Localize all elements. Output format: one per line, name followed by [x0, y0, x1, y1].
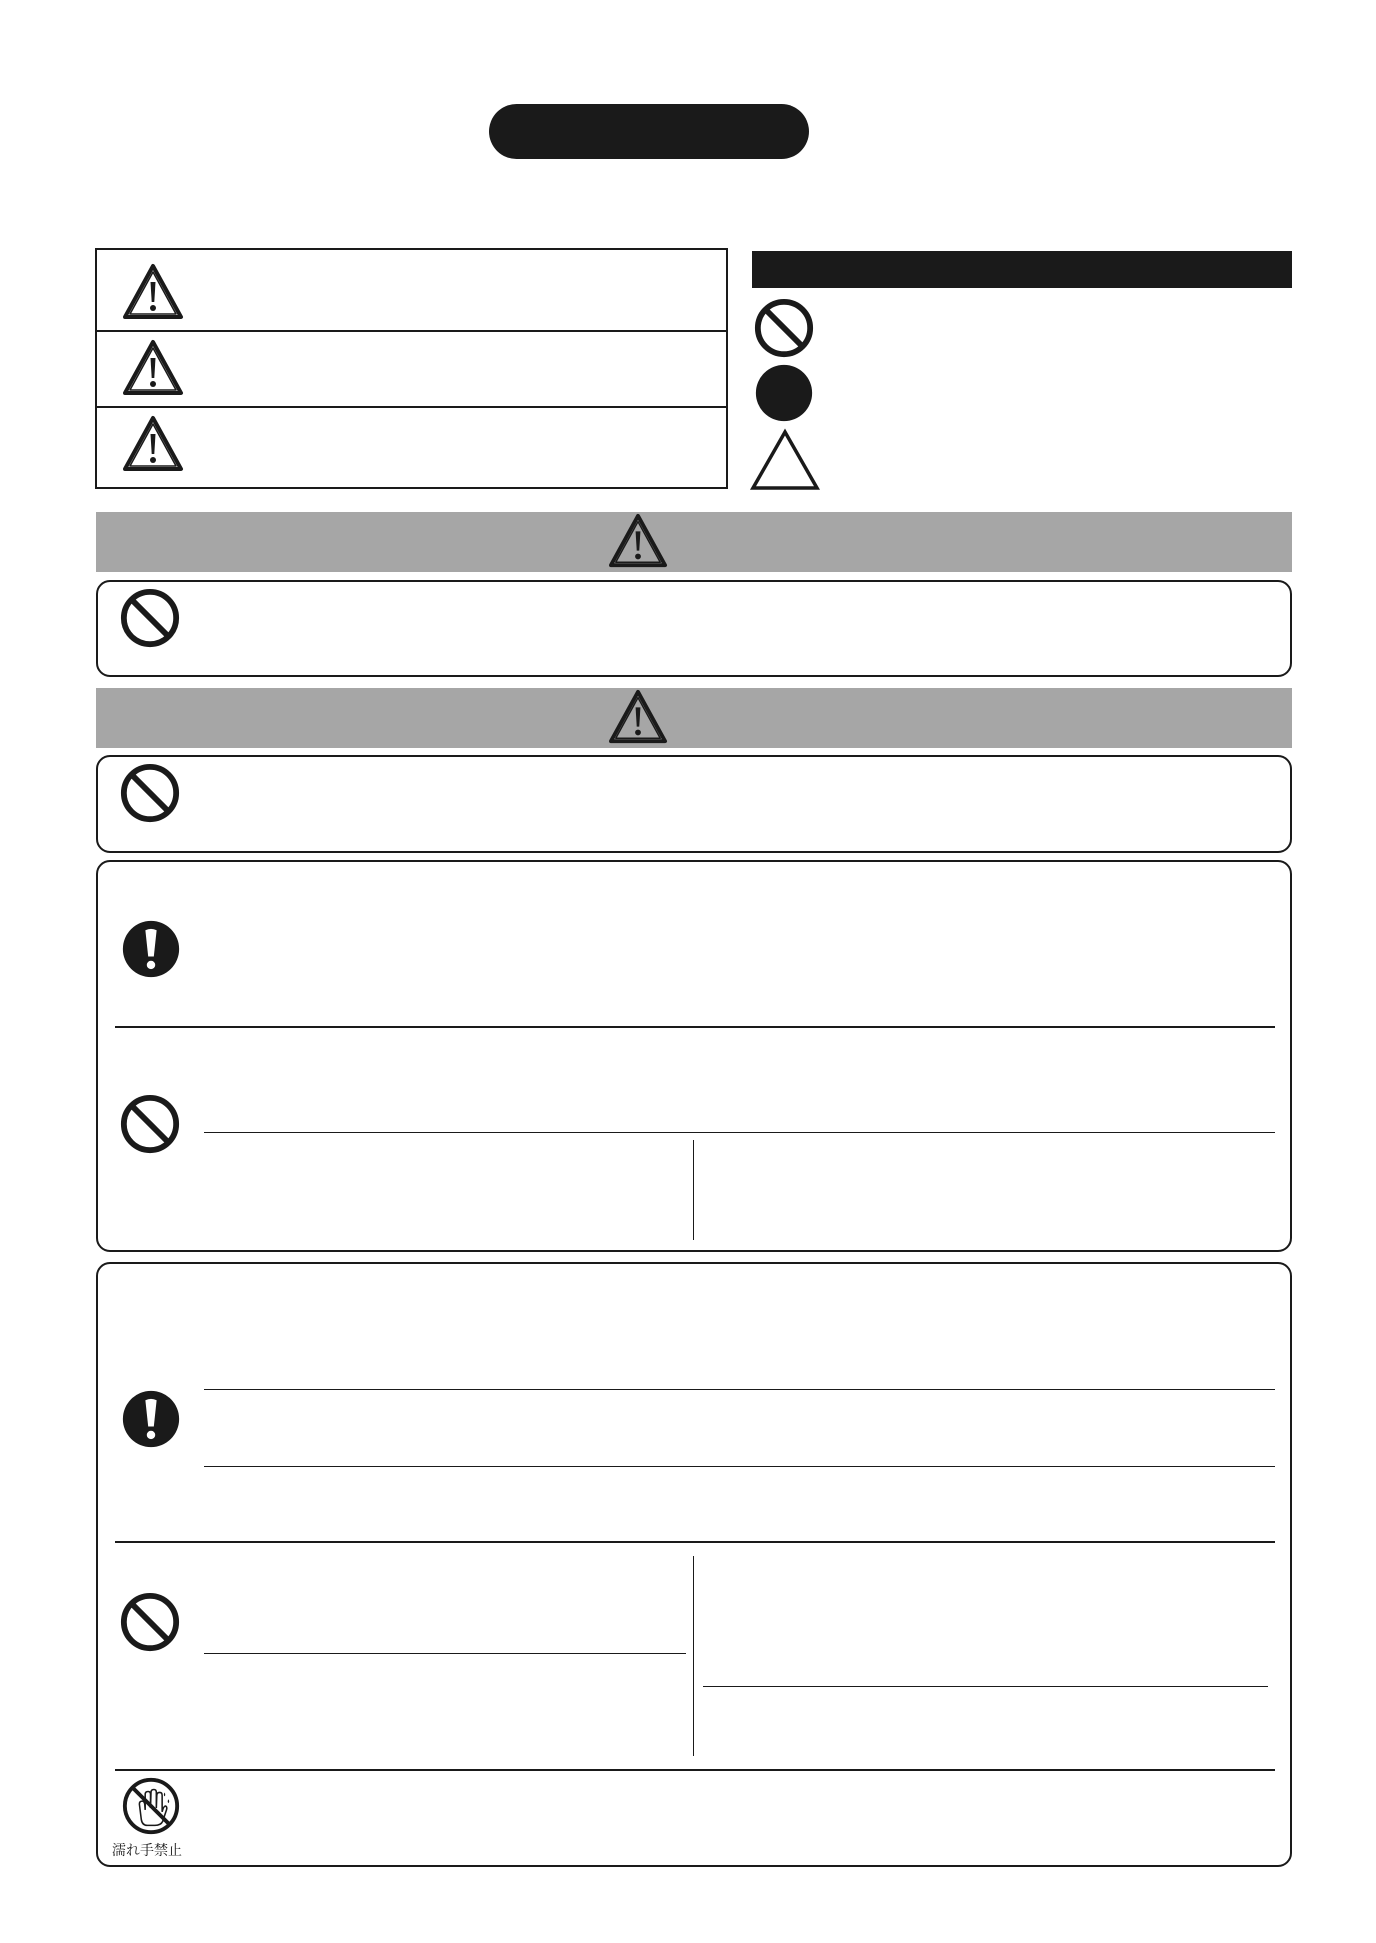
warning-triangle-icon: [120, 414, 186, 474]
box-b-left-rule: [204, 1653, 686, 1654]
section-1-row-icon: [119, 587, 181, 649]
title-pill: [489, 104, 809, 159]
warning-triangle-icon: [120, 338, 186, 398]
box-a-column-divider: [693, 1140, 694, 1240]
legend-divider: [95, 330, 728, 332]
prohibition-icon: [119, 587, 181, 649]
prohibition-icon: [753, 297, 815, 359]
box-a-subdivider: [204, 1132, 1275, 1133]
box-b-right-rule: [703, 1686, 1268, 1687]
exclamation-circle-icon: [121, 919, 181, 979]
section-1-band: [96, 512, 1292, 572]
warning-triangle-icon: [120, 262, 186, 322]
box-b-column-divider: [693, 1556, 694, 1756]
warning-triangle-icon: [606, 512, 670, 570]
wet-hands-caption: 濡れ手禁止: [112, 1843, 182, 1859]
instruction-box-a: [96, 860, 1292, 1252]
warning-triangle-icon: [606, 688, 670, 746]
symbol-legend-bar: [752, 251, 1292, 288]
legend-row-1: [120, 262, 186, 322]
exclamation-circle-icon: [121, 1389, 181, 1449]
section-2-row-icon: [119, 762, 181, 824]
box-b-mandatory: [121, 1389, 181, 1449]
box-a-prohibition: [119, 1093, 181, 1155]
instruction-box-b: [96, 1262, 1292, 1867]
box-b-rule-1: [204, 1389, 1275, 1390]
symbol-legend-item-1: [753, 297, 815, 359]
section-2-band: [96, 688, 1292, 748]
box-b-wet-hands: [120, 1775, 182, 1837]
legend-row-3: [120, 414, 186, 474]
legend-divider: [95, 406, 728, 408]
symbol-legend-item-2: [754, 363, 814, 423]
section-2-row: [96, 755, 1292, 853]
caution-outline-triangle-icon: [749, 428, 821, 492]
box-a-mandatory: [121, 919, 181, 979]
legend-row-2: [120, 338, 186, 398]
section-1-row: [96, 580, 1292, 677]
prohibition-icon: [119, 1591, 181, 1653]
no-wet-hands-icon: [120, 1775, 182, 1837]
box-b-rule-2: [204, 1466, 1275, 1467]
box-b-divider: [115, 1541, 1275, 1543]
section-2-band-icon: [606, 688, 670, 746]
box-b-bottom-divider: [115, 1769, 1275, 1771]
box-a-divider: [115, 1026, 1275, 1028]
box-b-prohibition: [119, 1591, 181, 1653]
hazard-level-legend: [95, 248, 728, 489]
prohibition-icon: [119, 1093, 181, 1155]
mandatory-filled-circle-icon: [754, 363, 814, 423]
symbol-legend-item-3: [749, 428, 821, 492]
section-1-band-icon: [606, 512, 670, 570]
prohibition-icon: [119, 762, 181, 824]
